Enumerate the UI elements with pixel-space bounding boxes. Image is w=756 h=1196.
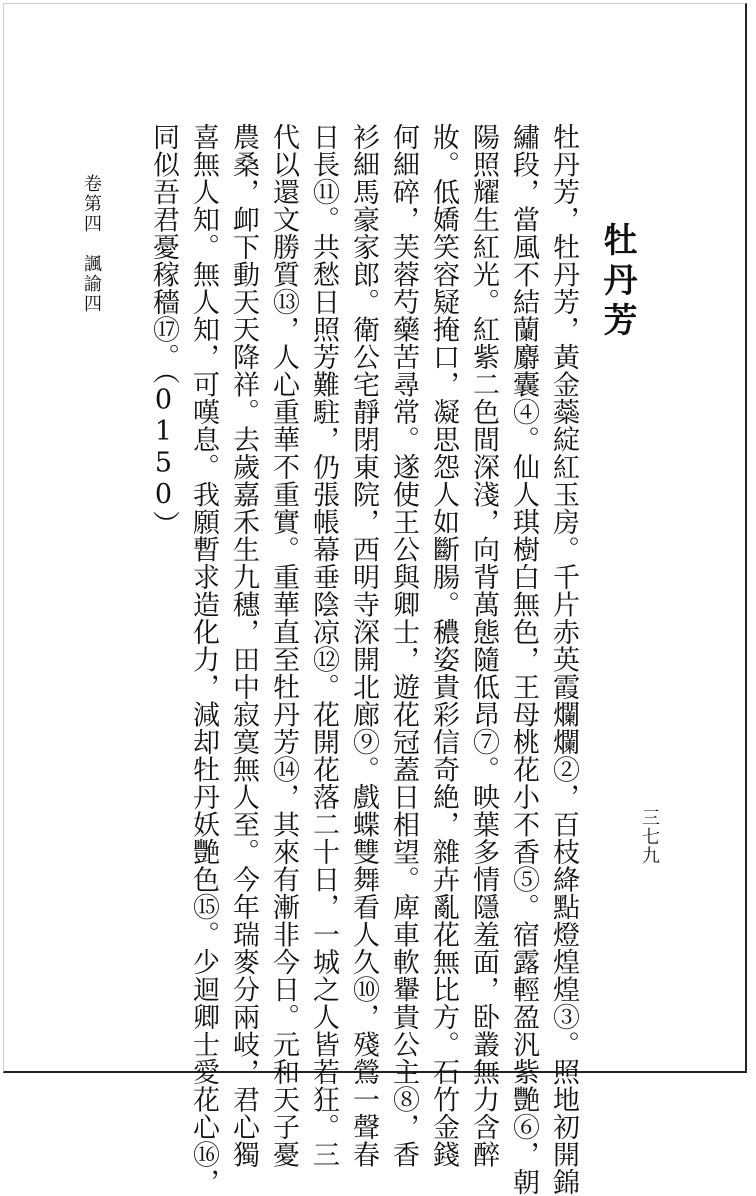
poem-line-7: 日長⑪。共愁日照芳難駐，仍張帳幕垂陰凉⑫。花開花落二十日，一城之人皆若狂。三 — [308, 123, 339, 1168]
poem-line-8: 代以還文勝質⑬，人心重華不重實。重華直至牡丹芳⑭，其來有漸非今日。元和天子憂 — [268, 123, 299, 1168]
poem-line-11: 同似吾君憂稼穡⑰。（0150） — [148, 123, 179, 538]
poem-line-4: 妝。低嬌笑容疑掩口，凝思怨人如斷腸。穠姿貴彩信奇絶，雜卉亂花無比方。石竹金錢 — [428, 123, 459, 1168]
poem-line-10: 喜無人知。無人知，可嘆息。我願暫求造化力，減却牡丹妖艷色⑮。少迴卿士愛花心⑯， — [188, 123, 219, 1196]
poem-line-9: 農桑，卹下動天天降祥。去歲嘉禾生九穗，田中寂寞無人至。今年瑞麥分兩岐，君心獨 — [228, 123, 259, 1168]
poem-line-2: 繡段，當風不結蘭麝囊④。仙人琪樹白無色，王母桃花小不香⑤。宿露輕盈汎紫艷⑥，朝 — [508, 123, 539, 1196]
poem-line-3: 陽照耀生紅光。紅紫二色間深淺，向背萬態隨低昂⑦。映葉多情隱羞面，卧叢無力含醉 — [468, 123, 499, 1168]
poem-line-5: 何細碎，芙蓉芍藥苦尋常。遂使王公與卿士，遊花冠蓋日相望。庳車軟轝貴公主⑧，香 — [388, 123, 419, 1168]
poem-line-6: 衫細馬豪家郎。衛公宅靜閉東院，西明寺深開北廊⑨。戲蝶雙舞看人久⑩，殘鶯一聲春 — [348, 123, 379, 1168]
page-number: 三七九 — [639, 808, 660, 865]
poem-line-1: 牡丹芳，牡丹芳，黃金蘂綻紅玉房。千片赤英霞爛爛②，百枝絳點燈煌煌③。照地初開錦 — [548, 123, 579, 1196]
running-head: 卷第四 諷諭四 — [81, 174, 102, 314]
poem-title: 牡丹芳 — [597, 222, 637, 342]
